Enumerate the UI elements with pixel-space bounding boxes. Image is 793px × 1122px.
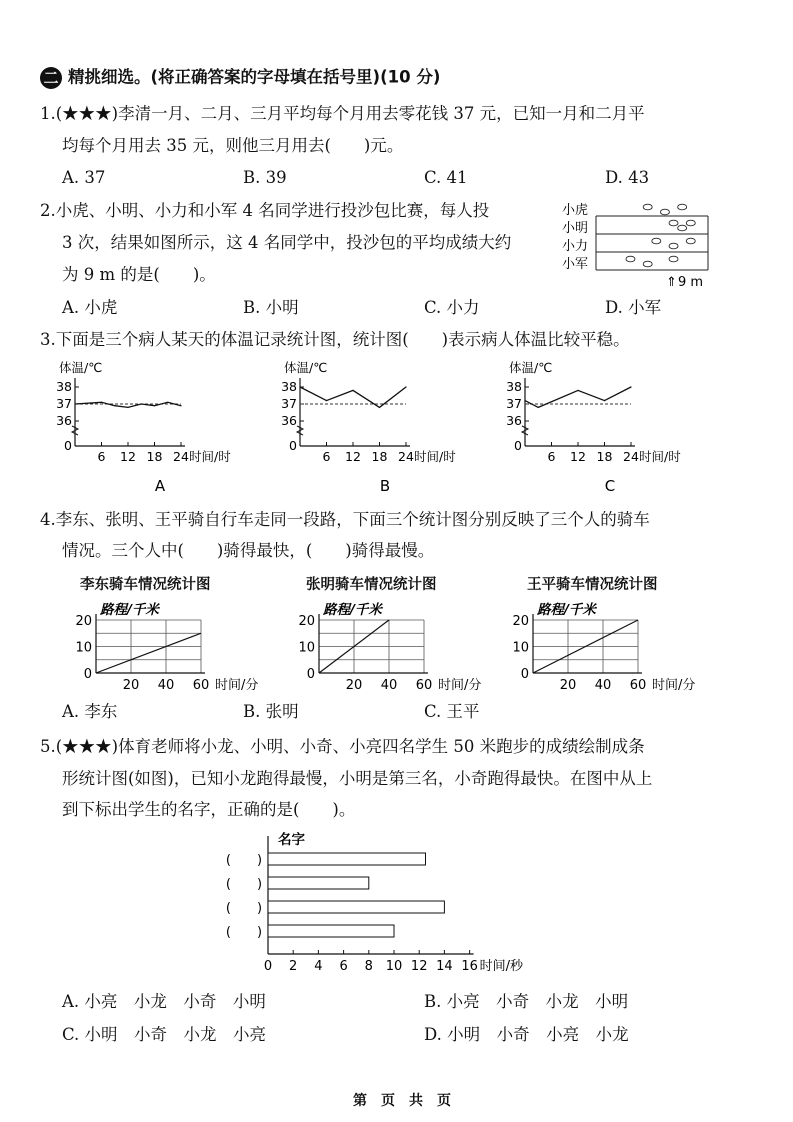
chart-xlabel: 时间/时 — [414, 449, 456, 464]
q5-line3: 到下标出学生的名字，正确的是( )。 — [62, 800, 356, 819]
q2-marker-label: 9 m — [678, 275, 704, 290]
q2-option-c: C. 小力 — [424, 298, 480, 317]
series-line — [75, 402, 181, 407]
chart-xlabel: 时间/时 — [639, 449, 681, 464]
sandbag-mark — [652, 238, 661, 244]
sandbag-mark — [669, 243, 678, 249]
x-tick-label: 6 — [339, 959, 348, 974]
sandbag-mark — [678, 225, 687, 231]
x-tick-label: 40 — [380, 678, 398, 693]
y-tick-label: 36 — [506, 413, 522, 428]
axis-break-mark — [72, 426, 78, 435]
x-tick-label: 12 — [345, 449, 361, 464]
x-tick-label: 40 — [594, 678, 612, 693]
q1-option-c: C. 41 — [424, 168, 468, 187]
q1-option-b: B. 39 — [243, 168, 287, 187]
bar-category-label: ( ) — [225, 877, 263, 892]
data-point — [114, 405, 115, 406]
chart-xlabel: 时间/分 — [215, 678, 259, 693]
data-point — [154, 405, 155, 406]
x-tick-label: 18 — [596, 449, 613, 464]
y-tick-label: 10 — [512, 640, 529, 656]
x-tick-label: 40 — [157, 678, 175, 693]
x-tick-label: 24 — [398, 449, 414, 464]
data-point — [379, 407, 380, 408]
sandbag-mark — [626, 256, 635, 262]
chart-ylabel: 体温/℃ — [284, 360, 328, 375]
data-point — [299, 386, 300, 387]
q1-option-a: A. 37 — [62, 168, 106, 187]
data-point — [326, 400, 327, 401]
q4-option-a: A. 李东 — [62, 702, 118, 721]
x-tick-label: 60 — [629, 678, 647, 693]
q2-row-label: 小虎 — [562, 203, 589, 218]
q4-chart-title-3: 王平骑车情况统计图 — [527, 577, 658, 593]
data-point — [352, 390, 353, 391]
q4-line1: 4.李东、张明、王平骑自行车走同一段路，下面三个统计图分别反映了三个人的骑车 — [40, 510, 650, 529]
y-tick-label: 20 — [75, 614, 92, 629]
x-tick-label: 8 — [364, 959, 373, 974]
x-tick-label: 4 — [314, 959, 323, 974]
x-tick-label: 20 — [122, 678, 140, 693]
q4-chart-1 — [60, 598, 280, 693]
y-tick-label: 20 — [298, 614, 315, 629]
x-tick-label: 10 — [385, 959, 403, 974]
y-tick-label: 36 — [56, 413, 72, 428]
data-point — [630, 386, 631, 387]
bar — [268, 901, 444, 913]
q2-throw-figure — [560, 198, 710, 290]
q2-option-a: A. 小虎 — [62, 298, 118, 317]
y-tick-label: 36 — [281, 413, 297, 428]
q2-row-label: 小军 — [562, 257, 589, 272]
q1-option-d: D. 43 — [605, 168, 650, 187]
bar-category-label: ( ) — [225, 853, 263, 868]
axis-break-mark — [297, 426, 303, 435]
y-tick-label: 20 — [512, 614, 529, 629]
y-tick-label: 38 — [281, 379, 297, 394]
bar — [268, 925, 394, 937]
y-tick-label: 38 — [506, 379, 522, 394]
q4-option-b: B. 张明 — [243, 702, 299, 721]
q2-row-label: 小明 — [562, 221, 589, 236]
q5-option-a: A. 小亮 小龙 小奇 小明 — [62, 992, 266, 1011]
chart-ylabel: 体温/℃ — [59, 360, 103, 375]
q5-line1: 5.(★★★)体育老师将小龙、小明、小奇、小亮四名学生 50 米跑步的成绩绘制成条 — [40, 737, 645, 756]
data-point — [180, 405, 181, 406]
series-line — [96, 633, 201, 673]
sandbag-mark — [678, 204, 687, 210]
y-tick-label: 0 — [83, 667, 92, 682]
y-tick-label: 38 — [56, 379, 72, 394]
data-point — [141, 403, 142, 404]
section-badge: 二 — [40, 67, 62, 89]
q2-row-labels — [562, 202, 588, 272]
chart-ylabel: 路程/千米 — [537, 602, 596, 618]
chart-ylabel: 路程/千米 — [100, 602, 159, 618]
chart-option-label: A — [154, 477, 166, 495]
x-tick-label: 20 — [559, 678, 577, 693]
sandbag-mark — [643, 204, 652, 210]
q5-line2: 形统计图(如图)，已知小龙跑得最慢，小明是第三名，小奇跑得最快。在图中从上 — [62, 769, 653, 788]
q5-bar-chart — [220, 828, 560, 978]
bar-category-label: ( ) — [225, 925, 263, 940]
chart-xlabel: 时间/秒 — [479, 959, 523, 974]
q2-line2: 3 次，结果如图所示，这 4 名同学中，投沙包的平均成绩大约 — [62, 233, 512, 252]
q5-option-b: B. 小亮 小奇 小龙 小明 — [424, 992, 629, 1011]
x-tick-label: 12 — [120, 449, 136, 464]
x-tick-label: 2 — [289, 959, 298, 974]
x-tick-label: 16 — [461, 959, 478, 974]
bar — [268, 853, 426, 865]
q3-text: 3.下面是三个病人某天的体温记录统计图，统计图( )表示病人体温比较平稳。 — [40, 330, 630, 349]
data-point — [101, 402, 102, 403]
q4-line2: 情况。三个人中( )骑得最快，( )骑得最慢。 — [62, 541, 435, 560]
x-tick-label: 12 — [570, 449, 586, 464]
q2-option-d: D. 小军 — [605, 298, 662, 317]
section-title: 精挑细选。(将正确答案的字母填在括号里)(10 分) — [68, 67, 441, 87]
q4-option-c: C. 王平 — [424, 702, 480, 721]
data-point — [577, 390, 578, 391]
chart-ylabel: 路程/千米 — [323, 602, 382, 618]
q3-chart-c — [505, 358, 720, 498]
section-header — [40, 67, 440, 89]
chart-xlabel: 时间/分 — [438, 678, 482, 693]
x-tick-label: 24 — [623, 449, 639, 464]
data-point — [524, 400, 525, 401]
x-tick-label: 60 — [192, 678, 210, 693]
x-tick-label: 18 — [146, 449, 163, 464]
chart-ylabel: 名字 — [278, 832, 305, 848]
q2-marker-arrow: ⇑ — [666, 275, 677, 290]
sandbag-mark — [669, 220, 678, 226]
chart-xlabel: 时间/时 — [189, 449, 231, 464]
y-tick-label: 37 — [506, 396, 522, 411]
bar-category-label: ( ) — [225, 901, 263, 916]
chart-xlabel: 时间/分 — [652, 678, 696, 693]
y-tick-label: 10 — [298, 640, 315, 656]
chart-option-label: B — [379, 477, 391, 495]
q2-line1: 2.小虎、小明、小力和小军 4 名同学进行投沙包比赛，每人投 — [40, 201, 490, 220]
data-point — [538, 407, 539, 408]
x-tick-label: 6 — [322, 449, 331, 464]
y-tick-label: 0 — [520, 667, 529, 682]
q5-option-c: C. 小明 小奇 小龙 小亮 — [62, 1025, 267, 1044]
data-point — [405, 386, 406, 387]
y-tick-label: 0 — [64, 438, 72, 453]
data-point — [127, 407, 128, 408]
chart-ylabel: 体温/℃ — [509, 360, 553, 375]
chart-option-label: C — [604, 477, 616, 495]
x-tick-label: 18 — [371, 449, 388, 464]
x-tick-label: 6 — [97, 449, 106, 464]
q4-chart-title-2: 张明骑车情况统计图 — [306, 577, 437, 593]
y-tick-label: 0 — [289, 438, 297, 453]
y-tick-label: 37 — [56, 396, 72, 411]
page-footer: 第 页 共 页 — [353, 1093, 451, 1109]
sandbag-mark — [660, 209, 669, 215]
q3-chart-a — [55, 358, 270, 498]
sandbag-mark — [643, 261, 652, 267]
q3-chart-b — [280, 358, 495, 498]
data-point — [74, 403, 75, 404]
y-tick-label: 0 — [306, 667, 315, 682]
q5-option-d: D. 小明 小奇 小亮 小龙 — [424, 1025, 629, 1044]
q2-option-b: B. 小明 — [243, 298, 299, 317]
x-tick-label: 24 — [173, 449, 189, 464]
q4-chart-2 — [283, 598, 503, 693]
x-tick-label: 6 — [547, 449, 556, 464]
y-tick-label: 0 — [514, 438, 522, 453]
axis-break-mark — [522, 426, 528, 435]
q2-row-label: 小力 — [562, 239, 589, 254]
q2-sandbag-marks — [626, 204, 695, 267]
sandbag-mark — [669, 256, 678, 262]
q4-chart-title-1: 李东骑车情况统计图 — [80, 577, 211, 593]
x-tick-label: 20 — [345, 678, 363, 693]
x-tick-label: 0 — [263, 959, 273, 974]
y-tick-label: 10 — [75, 640, 92, 656]
q1-line2: 均每个月用去 35 元，则他三月用去( )元。 — [62, 136, 404, 155]
data-point — [604, 400, 605, 401]
x-tick-label: 60 — [415, 678, 433, 693]
y-tick-label: 37 — [281, 396, 297, 411]
q1-line1: 1.(★★★)李清一月、二月、三月平均每个月用去零花钱 37 元，已知一月和二月平 — [40, 104, 645, 123]
sandbag-mark — [686, 220, 695, 226]
x-tick-label: 12 — [410, 959, 428, 974]
sandbag-mark — [686, 238, 695, 244]
x-tick-label: 14 — [436, 959, 453, 974]
q2-line3: 为 9 m 的是( )。 — [62, 265, 216, 284]
data-point — [167, 402, 168, 403]
q4-chart-3 — [497, 598, 717, 693]
bar — [268, 877, 369, 889]
